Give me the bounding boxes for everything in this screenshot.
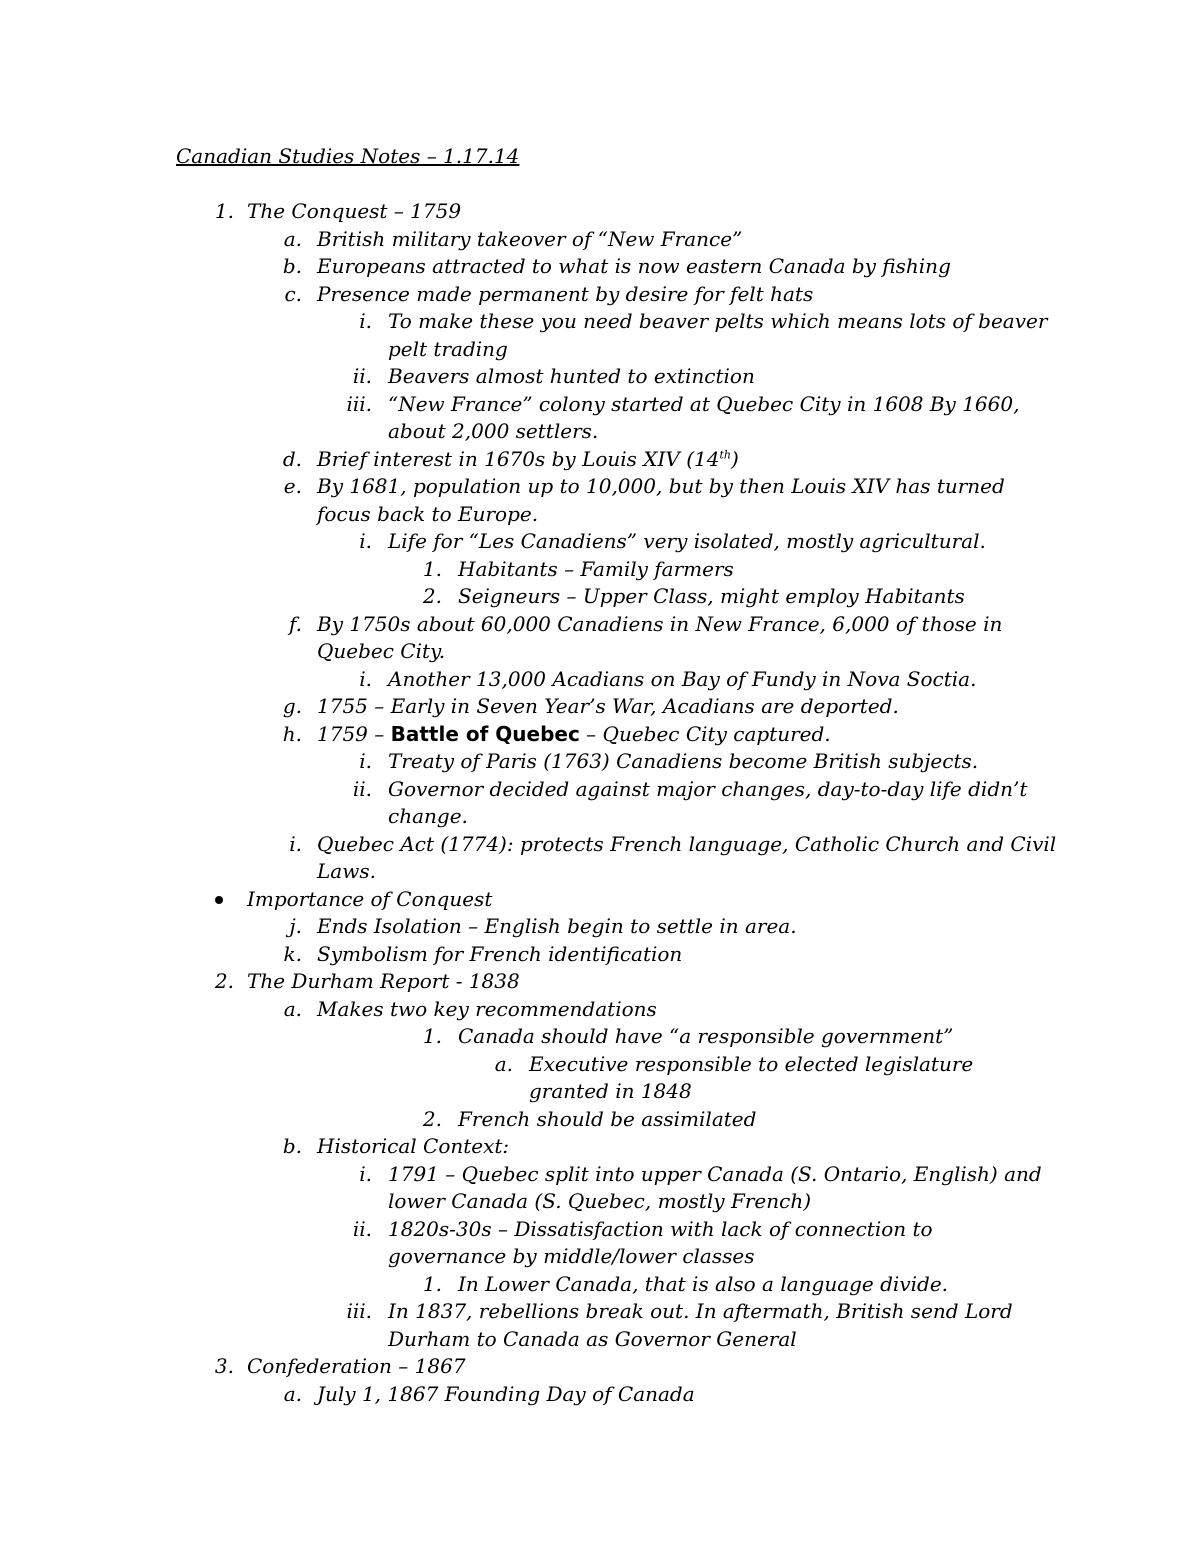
list-marker: i. (289, 832, 302, 856)
list-item-continuation (0, 501, 1200, 528)
list-item-continuation (0, 858, 1200, 885)
list-text: By 1681, population up to 10,000, but by then Louis XIV has turned (317, 474, 1005, 498)
list-item (0, 1353, 1200, 1380)
list-text: By 1750s about 60,000 Canadiens in New France, 6,000 of those in (317, 612, 1003, 636)
list-marker: 1. (214, 199, 234, 223)
list-marker: i. (359, 667, 372, 691)
list-marker: 1. (422, 557, 442, 581)
list-item (0, 1298, 1200, 1325)
list-item-continuation (0, 803, 1200, 830)
list-item (0, 583, 1200, 610)
page-title: Canadian Studies Notes – 1.17.14 (176, 144, 520, 168)
list-text: July 1, 1867 Founding Day of Canada (317, 1382, 695, 1406)
list-marker: i. (359, 749, 372, 773)
list-text: focus back to Europe. (317, 502, 539, 526)
list-text: Laws. (317, 859, 376, 883)
bullet-icon (215, 896, 223, 904)
list-item (0, 446, 1200, 473)
list-marker: iii. (346, 392, 372, 416)
list-text: In Lower Canada, that is also a language divide. (458, 1272, 949, 1296)
list-text: To make these you need beaver pelts which means lots of beaver (388, 309, 1048, 333)
bold-term: Battle of Quebec (390, 722, 580, 746)
list-item-continuation (0, 1243, 1200, 1270)
list-text: Seigneurs – Upper Class, might employ Habitants (458, 584, 965, 608)
superscript: th (719, 448, 731, 462)
list-text: Historical Context: (317, 1134, 510, 1158)
list-item (0, 1051, 1200, 1078)
list-marker: 1. (422, 1272, 442, 1296)
list-item-continuation (0, 418, 1200, 445)
list-item (0, 226, 1200, 253)
section-heading: Importance of Conquest (247, 887, 493, 911)
list-text: Brief interest in 1670s by Louis XIV (14th) (317, 447, 739, 471)
list-item (0, 556, 1200, 583)
list-item (0, 1106, 1200, 1133)
list-marker: a. (283, 227, 302, 251)
list-text: British military takeover of “New France” (317, 227, 743, 251)
list-marker: 2. (422, 1107, 442, 1131)
list-marker: h. (282, 722, 302, 746)
list-item (0, 941, 1200, 968)
list-item (0, 1133, 1200, 1160)
list-text: Life for “Les Canadiens” very isolated, mostly agricultural. (388, 529, 986, 553)
list-text: lower Canada (S. Quebec, mostly French) (388, 1189, 811, 1213)
list-item-continuation (0, 336, 1200, 363)
list-item-continuation (0, 638, 1200, 665)
list-text: 1759 – Battle of Quebec – Quebec City captured. (317, 722, 831, 746)
list-marker: f. (288, 612, 302, 636)
list-text: Habitants – Family farmers (458, 557, 734, 581)
list-marker: 2. (214, 969, 234, 993)
list-text: Canada should have “a responsible government” (458, 1024, 954, 1048)
list-item (0, 693, 1200, 720)
list-marker: ii. (352, 1217, 372, 1241)
list-text: “New France” colony started at Quebec City in 1608 By 1660, (388, 392, 1020, 416)
list-item (0, 611, 1200, 638)
list-text: pelt trading (388, 337, 508, 361)
list-text: 1820s-30s – Dissatisfaction with lack of connection to (388, 1217, 933, 1241)
list-text: Makes two key recommendations (317, 997, 657, 1021)
list-text: granted in 1848 (529, 1079, 692, 1103)
list-text: In 1837, rebellions break out. In aftermath, British send Lord (388, 1299, 1013, 1323)
list-marker: 2. (422, 584, 442, 608)
list-text: Durham to Canada as Governor General (388, 1327, 797, 1351)
list-text: 1755 – Early in Seven Year’s War, Acadians are deported. (317, 694, 899, 718)
list-item-continuation (0, 1078, 1200, 1105)
list-item (0, 253, 1200, 280)
list-text: Symbolism for French identification (317, 942, 683, 966)
list-marker: k. (283, 942, 302, 966)
list-text: Europeans attracted to what is now eastern Canada by fishing (317, 254, 951, 278)
list-item (0, 308, 1200, 335)
list-marker: ii. (352, 364, 372, 388)
section-heading: The Durham Report - 1838 (247, 969, 520, 993)
list-marker: a. (494, 1052, 513, 1076)
list-text: Quebec Act (1774): protects French language, Catholic Church and Civil (317, 832, 1057, 856)
list-item (0, 281, 1200, 308)
list-marker: e. (283, 474, 302, 498)
list-text: Presence made permanent by desire for felt hats (317, 282, 814, 306)
list-text: 1791 – Quebec split into upper Canada (S. Ontario, English) and (388, 1162, 1042, 1186)
list-marker: b. (282, 254, 302, 278)
list-item (0, 1023, 1200, 1050)
list-marker: iii. (346, 1299, 372, 1323)
list-marker: b. (282, 1134, 302, 1158)
list-item (0, 198, 1200, 225)
list-text: Treaty of Paris (1763) Canadiens become British subjects. (388, 749, 979, 773)
list-item (0, 1216, 1200, 1243)
list-marker: ii. (352, 777, 372, 801)
list-text: Ends Isolation – English begin to settle in area. (317, 914, 797, 938)
list-item (0, 996, 1200, 1023)
list-text: French should be assimilated (458, 1107, 757, 1131)
list-marker: a. (283, 1382, 302, 1406)
list-item (0, 913, 1200, 940)
list-marker: i. (359, 309, 372, 333)
list-item (0, 968, 1200, 995)
list-item-continuation (0, 1326, 1200, 1353)
list-item (0, 886, 1200, 913)
list-marker: i. (359, 1162, 372, 1186)
section-heading: Confederation – 1867 (247, 1354, 466, 1378)
list-marker: g. (282, 694, 302, 718)
list-text: about 2,000 settlers. (388, 419, 599, 443)
list-item-continuation (0, 1188, 1200, 1215)
list-item (0, 831, 1200, 858)
list-marker: a. (283, 997, 302, 1021)
list-marker: 1. (422, 1024, 442, 1048)
list-item (0, 363, 1200, 390)
list-item (0, 1381, 1200, 1408)
list-text: change. (388, 804, 468, 828)
list-text: Governor decided against major changes, day-to-day life didn’t (388, 777, 1028, 801)
list-marker: 3. (214, 1354, 234, 1378)
list-item (0, 391, 1200, 418)
list-item (0, 776, 1200, 803)
list-marker: i. (359, 529, 372, 553)
list-marker: c. (284, 282, 302, 306)
list-item (0, 721, 1200, 748)
list-text: Executive responsible to elected legislature (529, 1052, 974, 1076)
list-marker: j. (289, 914, 302, 938)
list-text: Quebec City. (317, 639, 446, 663)
list-item (0, 1161, 1200, 1188)
list-item (0, 666, 1200, 693)
list-item (0, 748, 1200, 775)
list-item (0, 473, 1200, 500)
list-item (0, 528, 1200, 555)
list-text: governance by middle/lower classes (388, 1244, 755, 1268)
section-heading: The Conquest – 1759 (247, 199, 462, 223)
list-text: Another 13,000 Acadians on Bay of Fundy in Nova Soctia. (388, 667, 977, 691)
list-marker: d. (282, 447, 302, 471)
list-text: Beavers almost hunted to extinction (388, 364, 755, 388)
list-item (0, 1271, 1200, 1298)
